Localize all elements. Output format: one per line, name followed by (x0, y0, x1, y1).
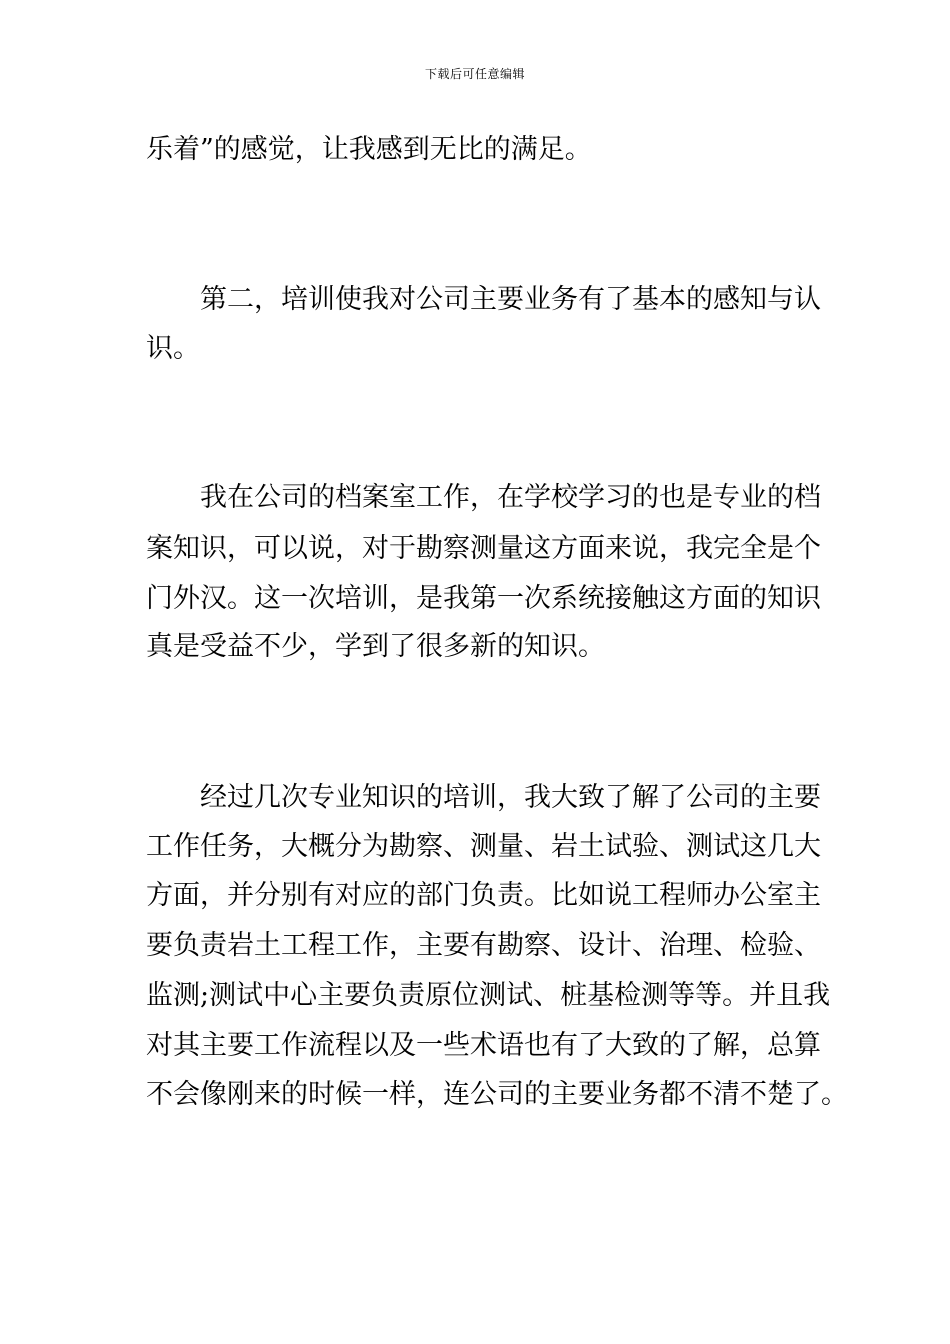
text-line: 乐着”的感觉，让我感到无比的满足。 (146, 134, 592, 165)
text-line: 要负责岩土工程工作，主要有勘察、设计、治理、检验、 (146, 930, 821, 961)
text-line: 方面，并分别有对应的部门负责。比如说工程师办公室主 (146, 880, 821, 911)
text-line: 工作任务，大概分为勘察、测量、岩土试验、测试这几大 (146, 831, 821, 862)
text-line: 不会像刚来的时候一样，连公司的主要业务都不清不楚了。 (146, 1079, 848, 1110)
text-line: 案知识，可以说，对于勘察测量这方面来说，我完全是个 (146, 533, 821, 564)
text-line: 真是受益不少，学到了很多新的知识。 (146, 631, 605, 662)
text-line: 我在公司的档案室工作，在学校学习的也是专业的档 (146, 482, 821, 513)
text-line: 经过几次专业知识的培训，我大致了解了公司的主要 (146, 782, 821, 813)
text-line: 识。 (146, 333, 200, 364)
page-header: 下载后可任意编辑 (424, 67, 525, 81)
text-line: 对其主要工作流程以及一些术语也有了大致的了解，总算 (146, 1030, 821, 1061)
text-line: 门外汉。这一次培训，是我第一次系统接触这方面的知识 (146, 583, 821, 614)
text-line: 监测;测试中心主要负责原位测试、桩基检测等等。并且我 (146, 980, 831, 1011)
text-line: 第二，培训使我对公司主要业务有了基本的感知与认 (146, 284, 821, 315)
